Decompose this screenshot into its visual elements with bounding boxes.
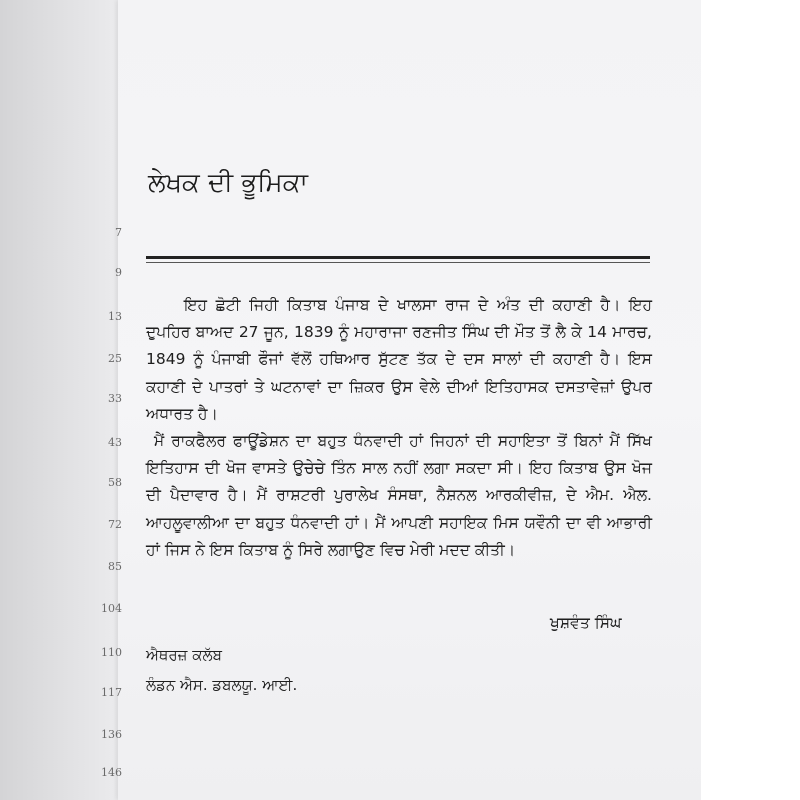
address-line: ਲੰਡਨ ਐਸ. ਡਬਲਯੂ. ਆਈ. (146, 676, 298, 694)
margin-number: 146 (101, 766, 122, 779)
author-signature: ਖੁਸ਼ਵੰਤ ਸਿੰਘ (550, 614, 622, 632)
chapter-title: ਲੇਖਕ ਦੀ ਭੂਮਿਕਾ (148, 168, 308, 198)
margin-number: 110 (101, 646, 122, 659)
preface-body (146, 292, 652, 564)
background (701, 0, 800, 800)
margin-number: 117 (101, 686, 122, 699)
margin-number: 25 (108, 352, 122, 365)
margin-number: 72 (108, 518, 122, 531)
margin-number: 43 (108, 436, 122, 449)
margin-number: 136 (101, 728, 122, 741)
address-line: ਐਥਰਜ਼ ਕਲੱਬ (146, 646, 222, 664)
title-rule-thick (146, 256, 650, 259)
title-rule-thin (146, 262, 650, 263)
paragraph: ਇਹ ਛੋਟੀ ਜਿਹੀ ਕਿਤਾਬ ਪੰਜਾਬ ਦੇ ਖਾਲਸਾ ਰਾਜ ਦੇ ਅੰਤ ਦੀ ਕਹਾਣੀ ਹੈ। ਇਹ ਦੁਪਹਿਰ ਬਾਅਦ 27 ਜੂਨ, 1839 ਨੂੰ ਮਹਾਰਾਜਾ ਰਣਜੀਤ ਸਿੰਘ ਦੀ ਮੌਤ ਤੋਂ ਲੈ ਕੇ 14 ਮਾਰਚ, 1849 ਨੂੰ ਪੰਜਾਬੀ ਫੌਜਾਂ ਵੱਲੋਂ ਹਥਿਆਰ ਸੁੱਟਣ ਤੱਕ ਦੇ ਦਸ ਸਾਲਾਂ ਦੀ ਕਹਾਣੀ ਹੈ। ਇਸ ਕਹਾਣੀ ਦੇ ਪਾਤਰਾਂ ਤੇ ਘਟਨਾਵਾਂ ਦਾ ਜ਼ਿਕਰ ਉਸ ਵੇਲੇ ਦੀਆਂ ਇਤਿਹਾਸਕ ਦਸਤਾਵੇਜ਼ਾਂ ਉਪਰ ਅਧਾਰਤ ਹੈ। (146, 296, 652, 423)
margin-number: 7 (115, 226, 122, 239)
margin-number: 9 (115, 266, 122, 279)
margin-number: 104 (101, 602, 122, 615)
margin-number: 13 (108, 310, 122, 323)
margin-number: 58 (108, 476, 122, 489)
paragraph: ਮੈਂ ਰਾਕਫੈਲਰ ਫਾਊਂਡੇਸ਼ਨ ਦਾ ਬਹੁਤ ਧੰਨਵਾਦੀ ਹਾਂ ਜਿਹਨਾਂ ਦੀ ਸਹਾਇਤਾ ਤੋਂ ਬਿਨਾਂ ਮੈਂ ਸਿੱਖ ਇਤਿਹਾਸ ਦੀ ਖੋਜ ਵਾਸਤੇ ਉਚੇਚੇ ਤਿੰਨ ਸਾਲ ਨਹੀਂ ਲਗਾ ਸਕਦਾ ਸੀ। ਇਹ ਕਿਤਾਬ ਉਸ ਖੋਜ ਦੀ ਪੈਦਾਵਾਰ ਹੈ। ਮੈਂ ਰਾਸ਼ਟਰੀ ਪੁਰਾਲੇਖ ਸੰਸਥਾ, ਨੈਸ਼ਨਲ ਆਰਕੀਵੀਜ਼, ਦੇ ਐਮ. ਐਲ. ਆਹਲੂਵਾਲੀਆ ਦਾ ਬਹੁਤ ਧੰਨਵਾਦੀ ਹਾਂ। ਮੈਂ ਆਪਣੀ ਸਹਾਇਕ ਮਿਸ ਯਵੌਨੀ ਦਾ ਵੀ ਆਭਾਰੀ ਹਾਂ ਜਿਸ ਨੇ ਇਸ ਕਿਤਾਬ ਨੂੰ ਸਿਰੇ ਲਗਾਉਣ ਵਿਚ ਮੇਰੀ ਮਦਦ ਕੀਤੀ। (146, 432, 652, 559)
author-address (146, 640, 297, 700)
margin-number: 85 (108, 560, 122, 573)
margin-number: 33 (108, 392, 122, 405)
